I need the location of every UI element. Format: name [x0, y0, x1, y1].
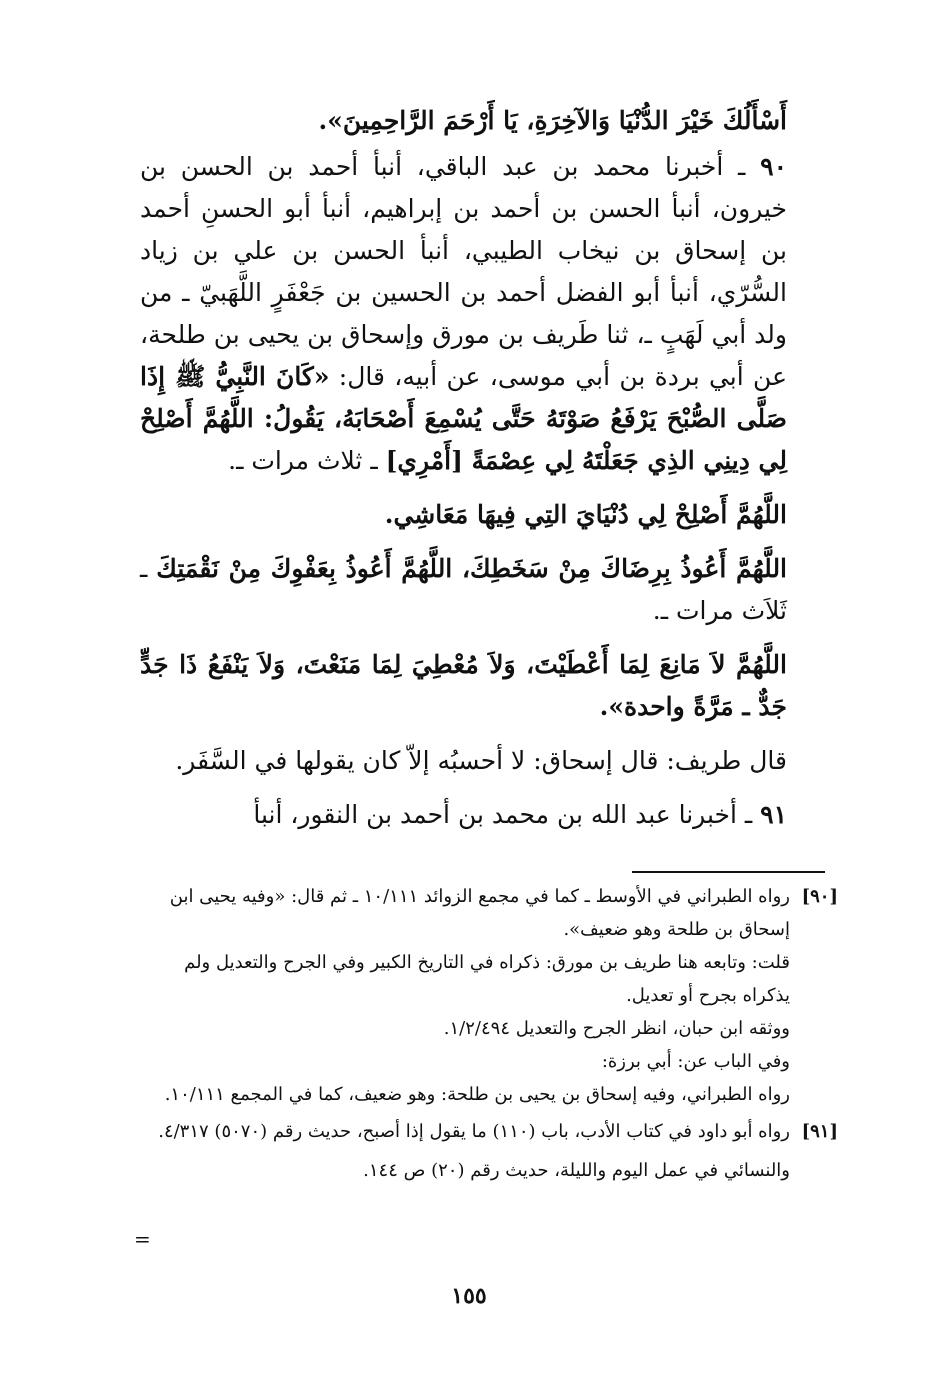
footnote-line: ووثقه ابن حبان، انظر الجرح والتعديل ١/٢/٤٩٤. [443, 1018, 790, 1039]
footnote-separator [632, 871, 825, 873]
footnote-line: رواه الطبراني في الأوسط ـ كما في مجمع الزوائد ١٠/١١١ ـ ثم قال: «وفيه يحيى ابن إسحاق بن طلحة وهو ضعيف». [169, 886, 790, 940]
hadith-90 [140, 146, 825, 482]
footnote-line: قلت: وتابعه هنا طريف بن مورق: ذكراه في التاريخ الكبير وفي الجرح والتعديل ولم يذكراه بجرح أو تعديل. [184, 952, 790, 1006]
dua-line-3-text: اللَّهُمَّ أَعُوذُ بِرِضَاكَ مِنْ سَخَطِكَ، اللَّهُمَّ أَعُوذُ بِعَفْوِكَ مِنْ نَقْمَتِكَ [156, 554, 788, 583]
footnote-91 [140, 1115, 838, 1187]
dua-line-2: اللَّهُمَّ أَصْلِحْ لِي دُنْيَايَ التِي فِيهَا مَعَاشِي. [384, 500, 787, 529]
footnote-line: والنسائي في عمل اليوم والليلة، حديث رقم (٢٠) ص ١٤٤. [363, 1160, 790, 1181]
dua-line-3 [140, 548, 825, 632]
hadith-repeat-note: ـ ثلاث مرات ـ. [228, 446, 378, 475]
closing-line: أَسْأَلُكَ خَيْرَ الدُّنْيَا وَالآخِرَةِ، يَا أَرْحَمَ الرَّاحِمِينَ». [318, 106, 787, 135]
footnotes [140, 880, 838, 1187]
footnote-ref: [٩٠] [801, 886, 838, 907]
footnote-ref: [٩١] [801, 1121, 838, 1142]
footnote-line: رواه الطبراني، وفيه إسحاق بن يحيى بن طلحة: وهو ضعيف، كما في المجمع ١٠/١١١. [164, 1084, 790, 1105]
hadith-isnad: ـ أخبرنا محمد بن عبد الباقي، أنبأ أحمد بن الحسن بن خيرون، أنبأ الحسن بن أحمد بن إبراهيم، أنبأ أبو الحسنِ أحمد بن إسحاق بن نيخاب الطيبي، أنبأ الحسن بن علي بن زياد السُّرّي، أنبأ أبو الفضل أحمد بن الحسين بن جَعْفَرٍ اللَّهَبيّ ـ من ولد أبي لَهَبٍ ـ، ثنا طَريف بن مورق وإسحاق بن يحيى بن طلحة، عن أبي بردة بن أبي موسى، عن أبيه، قال: [140, 152, 787, 391]
hadith-91 [140, 794, 825, 836]
continuation-mark: = [134, 1227, 151, 1251]
page-number: ١٥٥ [451, 1283, 487, 1309]
main-text [140, 100, 825, 836]
hadith-number: ٩١ [760, 800, 787, 829]
footnote-90 [140, 880, 838, 1111]
hadith-number: ٩٠ [760, 152, 787, 181]
hadith-matn: «كَانَ النَّبِيُّ ﷺ إِذَا صَلَّى الصُّبْحَ يَرْفَعُ صَوْتَهُ حَتَّى يُسْمِعَ أَصْحَابَهُ، يَقُولُ: اللَّهُمَّ أَصْلِحْ لِي دِينِي الذِي جَعَلْتَهُ لِي عِصْمَةً [أَمْرِي] [140, 362, 787, 475]
dua-line-3-tail: ـ ثَلاَث مرات ـ. [140, 554, 787, 625]
tarif-comment: قال طريف: قال إسحاق: لا أحسبُه إلاّ كان يقولها في السَّفَر. [175, 746, 787, 775]
footnote-line: وفي الباب عن: أبي برزة: [601, 1051, 790, 1072]
hadith-91-text: ـ أخبرنا عبد الله بن محمد بن أحمد بن النقور، أنبأ [253, 800, 753, 829]
footnote-line: رواه أبو داود في كتاب الأدب، باب (١١٠) ما يقول إذا أصبح، حديث رقم (٥٠٧٠) ٤/٣١٧. [158, 1121, 790, 1142]
dua-line-4: اللَّهُمَّ لاَ مَانِعَ لِمَا أَعْطَيْتَ، وَلاَ مُعْطِيَ لِمَا مَنَعْتَ، وَلاَ يَنْفَعُ ذَا جَدٍّ جَدٌّ ـ مَرَّةً واحدة». [140, 650, 787, 721]
